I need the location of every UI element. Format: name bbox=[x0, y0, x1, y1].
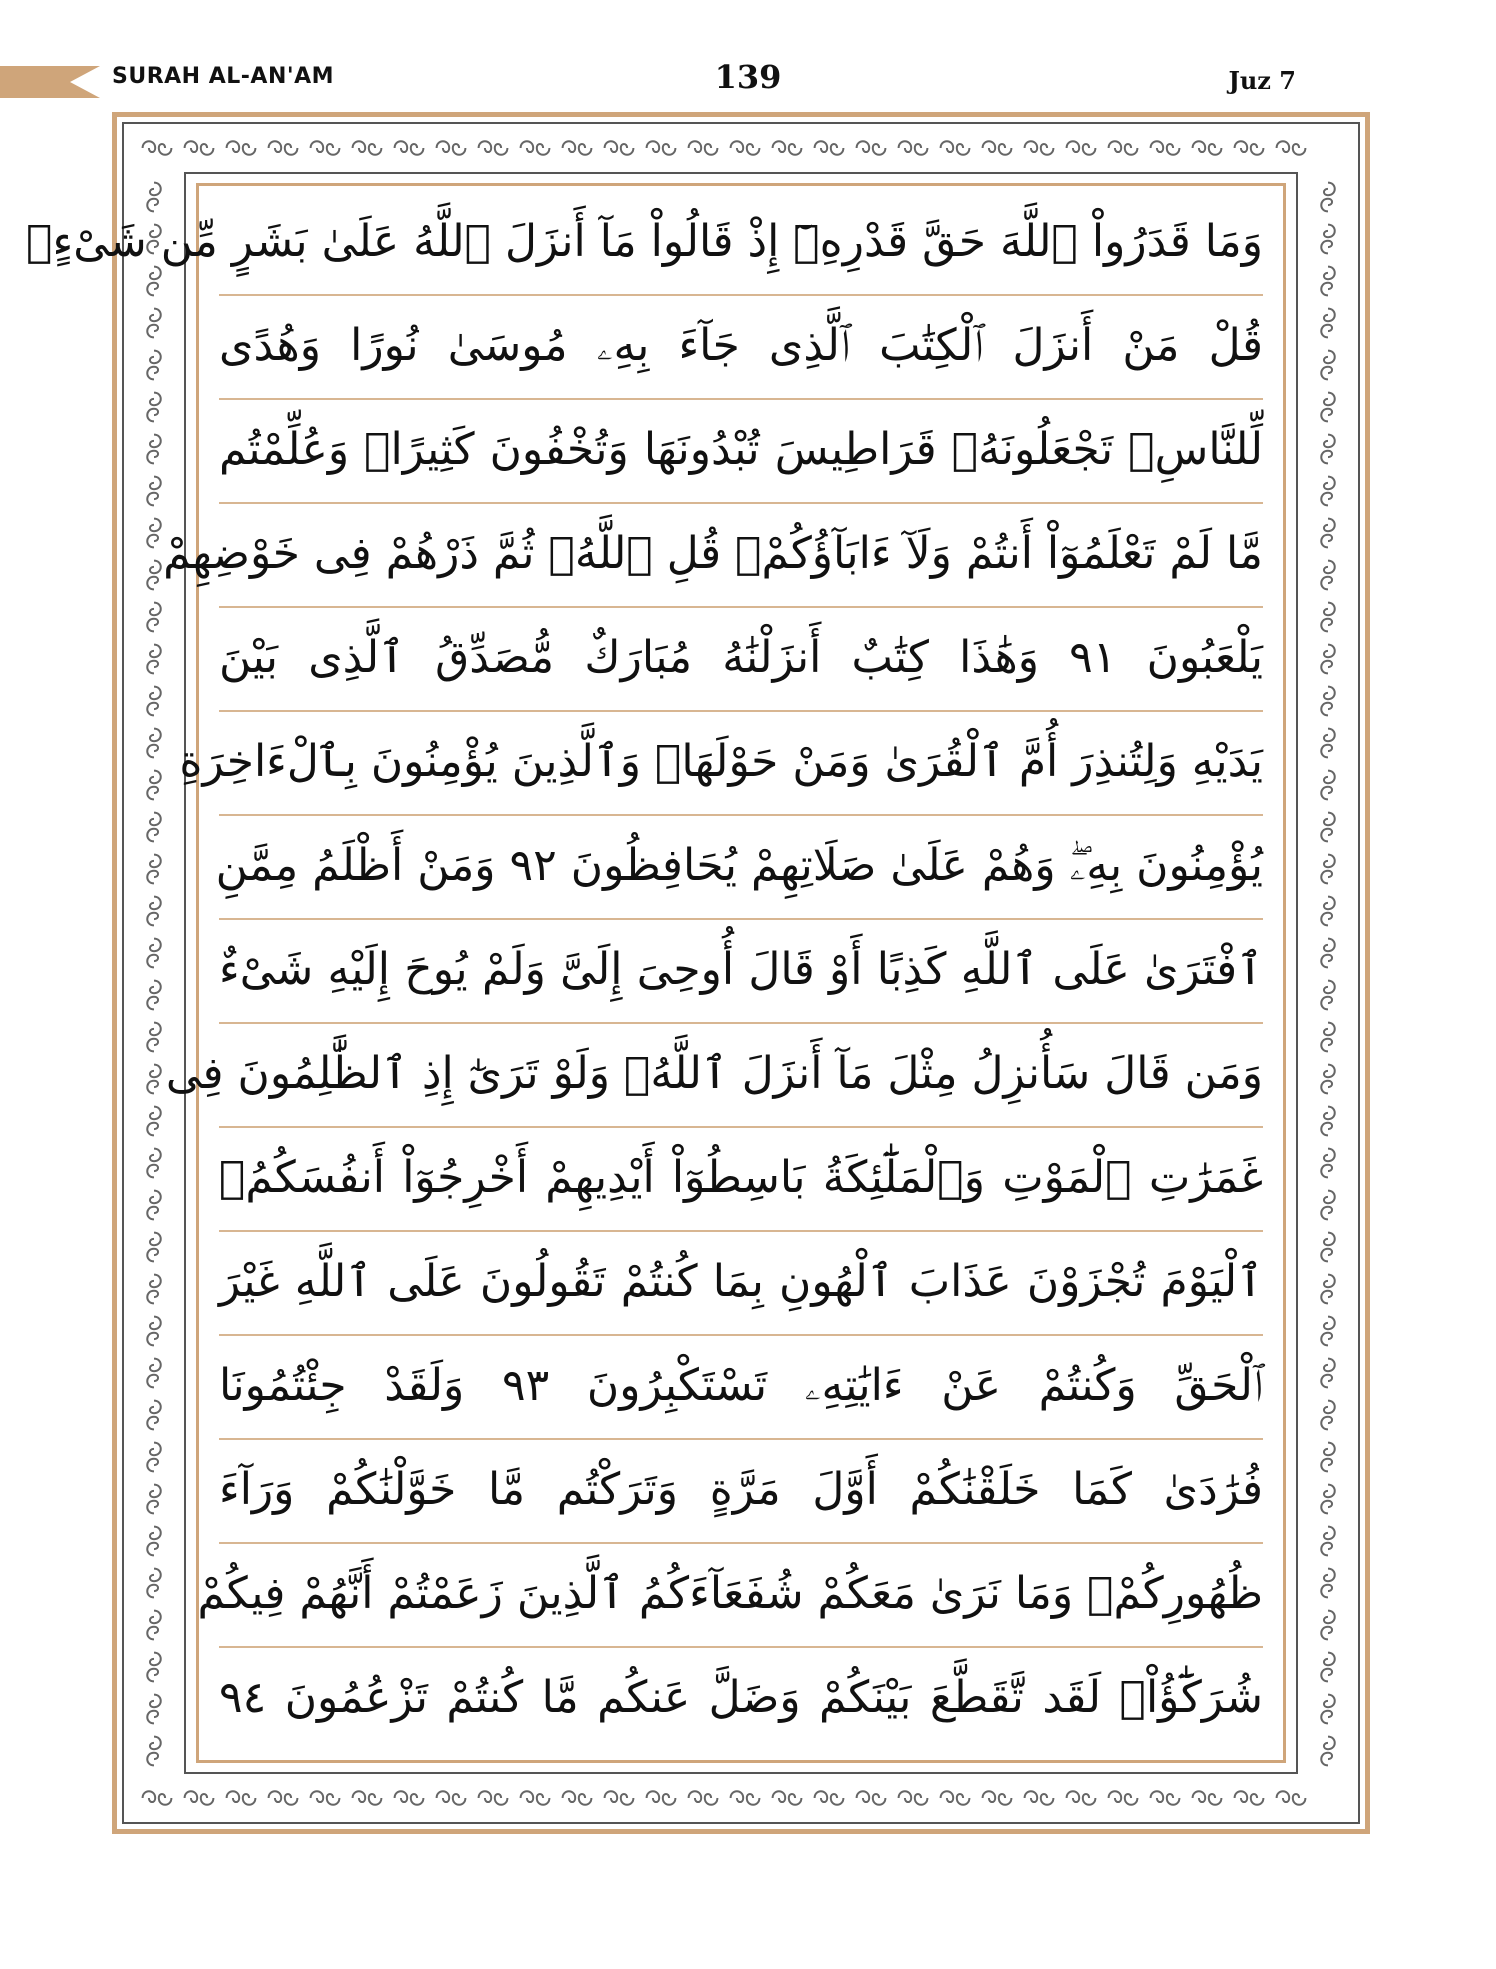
verse-panel bbox=[26, 183, 1286, 1763]
verse-line: يَلْعَبُونَ ٩١ وَهَٰذَا كِتَٰبٌ أَنزَلْنَٰهُ مُبَارَكٌ مُّصَدِّقُ ٱلَّذِى بَيْنَ bbox=[219, 632, 1263, 683]
verse-line: مَّا لَمْ تَعْلَمُوٓاْ أَنتُمْ وَلَآ ءَابَآؤُكُمْۖ قُلِ ٱللَّهُۖ ثُمَّ ذَرْهُمْ فِى خَوْضِهِمْ bbox=[163, 528, 1263, 579]
verse-line: قُلْ مَنْ أَنزَلَ ٱلْكِتَٰبَ ٱلَّذِى جَآءَ بِهِۦ مُوسَىٰ نُورًا وَهُدًى bbox=[219, 320, 1263, 371]
verse-line: ٱلْيَوْمَ تُجْزَوْنَ عَذَابَ ٱلْهُونِ بِمَا كُنتُمْ تَقُولُونَ عَلَى ٱللَّهِ غَيْرَ bbox=[219, 1256, 1263, 1307]
verse-line: ٱلْحَقِّ وَكُنتُمْ عَنْ ءَايَٰتِهِۦ تَسْتَكْبِرُونَ ٩٣ وَلَقَدْ جِئْتُمُونَا bbox=[219, 1360, 1263, 1411]
verse-line: يَدَيْهِ وَلِتُنذِرَ أُمَّ ٱلْقُرَىٰ وَمَنْ حَوْلَهَاۚ وَٱلَّذِينَ يُؤْمِنُونَ بِٱلْءَاخِرَةِ bbox=[179, 736, 1263, 787]
juz-label: Juz 7 bbox=[1228, 66, 1296, 95]
verse-line: يُؤْمِنُونَ بِهِۦۖ وَهُمْ عَلَىٰ صَلَاتِهِمْ يُحَافِظُونَ ٩٢ وَمَنْ أَظْلَمُ مِمَّنِ bbox=[215, 840, 1263, 891]
page-number: 139 bbox=[714, 58, 782, 96]
verse-line: فُرَٰدَىٰ كَمَا خَلَقْنَٰكُمْ أَوَّلَ مَرَّةٍ وَتَرَكْتُم مَّا خَوَّلْنَٰكُمْ وَرَآءَ bbox=[219, 1464, 1263, 1515]
verse-line: ظُهُورِكُمْۖ وَمَا نَرَىٰ مَعَكُمْ شُفَعَآءَكُمُ ٱلَّذِينَ زَعَمْتُمْ أَنَّهُمْ فِيكُمْ bbox=[197, 1568, 1263, 1619]
verse-line: وَمَا قَدَرُواْ ٱللَّهَ حَقَّ قَدْرِهِۦٓ إِذْ قَالُواْ مَآ أَنزَلَ ٱللَّهُ عَلَىٰ بَشَرٍ مِّن شَىْءٍۗ bbox=[26, 216, 1263, 267]
verse-line: وَمَن قَالَ سَأُنزِلُ مِثْلَ مَآ أَنزَلَ ٱللَّهُۗ وَلَوْ تَرَىٰٓ إِذِ ٱلظَّٰلِمُونَ فِى bbox=[165, 1048, 1263, 1099]
verse-line: غَمَرَٰتِ ٱلْمَوْتِ وَٱلْمَلَٰٓئِكَةُ بَاسِطُوٓاْ أَيْدِيهِمْ أَخْرِجُوٓاْ أَنفُسَكُمُۖ bbox=[219, 1152, 1263, 1203]
surah-title: SURAH AL-AN'AM bbox=[112, 64, 335, 89]
verse-line: شُرَكَٰٓؤُاْۚ لَقَد تَّقَطَّعَ بَيْنَكُمْ وَضَلَّ عَنكُم مَّا كُنتُمْ تَزْعُمُونَ ٩٤ bbox=[219, 1672, 1263, 1723]
page-frame bbox=[26, 112, 1370, 1834]
verse-line: لِّلنَّاسِۖ تَجْعَلُونَهُۥ قَرَاطِيسَ تُبْدُونَهَا وَتُخْفُونَ كَثِيرًاۖ وَعُلِّمْتُم bbox=[219, 424, 1263, 475]
verse-line: ٱفْتَرَىٰ عَلَى ٱللَّهِ كَذِبًا أَوْ قَالَ أُوحِىَ إِلَىَّ وَلَمْ يُوحَ إِلَيْهِ شَىْءٌ bbox=[219, 944, 1263, 995]
